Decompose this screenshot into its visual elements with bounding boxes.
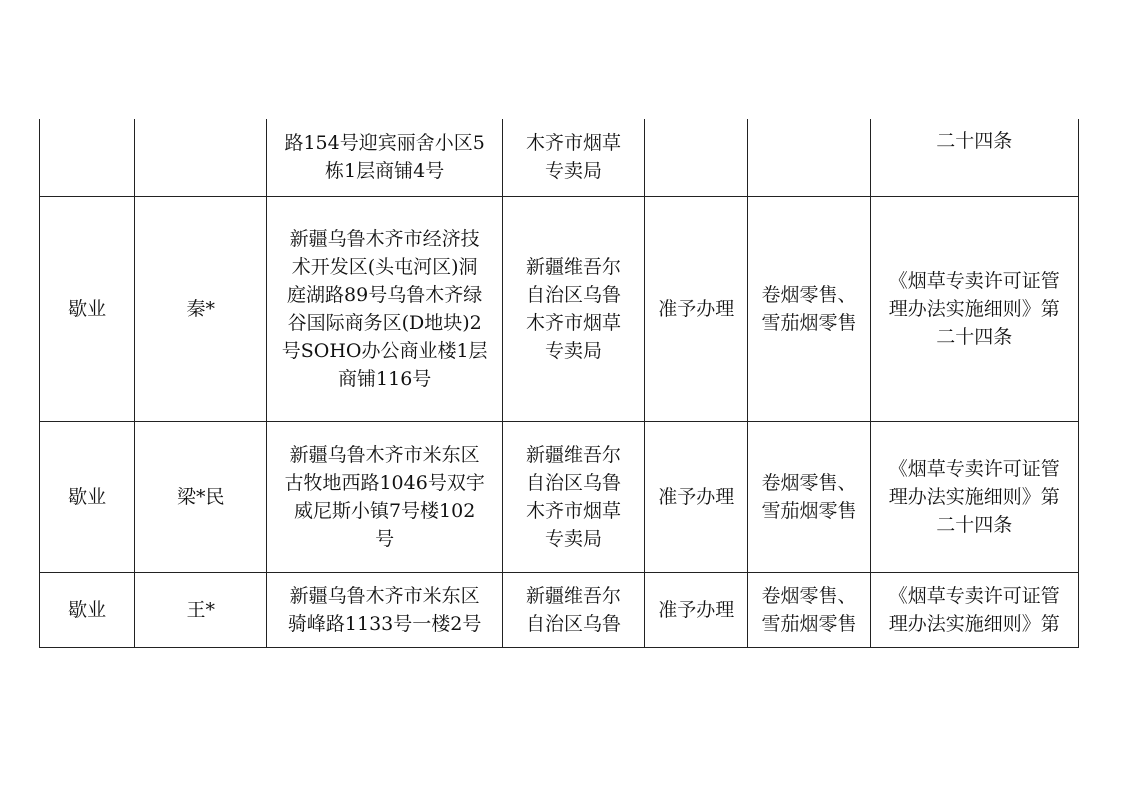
- address-cell: 路154号迎宾丽舍小区5 栋1层商铺4号: [267, 119, 502, 196]
- name-cell: 梁*民: [135, 421, 267, 572]
- result-cell: [645, 119, 748, 196]
- license-table: [39, 119, 1079, 648]
- scope-cell: 卷烟零售、 雪茄烟零售: [748, 572, 870, 647]
- scope-cell: [748, 119, 870, 196]
- table-row: [40, 421, 1079, 572]
- name-cell: 王*: [135, 572, 267, 647]
- status-cell: 歇业: [40, 572, 135, 647]
- address-cell: 新疆乌鲁木齐市米东区 古牧地西路1046号双宇 威尼斯小镇7号楼102 号: [267, 421, 502, 572]
- address-cell: 新疆乌鲁木齐市米东区 骑峰路1133号一楼2号: [267, 572, 502, 647]
- scope-cell: 卷烟零售、 雪茄烟零售: [748, 421, 870, 572]
- status-cell: [40, 119, 135, 196]
- basis-cell: 二十四条: [870, 119, 1078, 196]
- table-row: [40, 572, 1079, 647]
- authority-cell: 木齐市烟草 专卖局: [502, 119, 644, 196]
- status-cell: 歇业: [40, 196, 135, 421]
- basis-cell: 《烟草专卖许可证管 理办法实施细则》第 二十四条: [870, 421, 1078, 572]
- result-cell: 准予办理: [645, 572, 748, 647]
- authority-cell: 新疆维吾尔 自治区乌鲁 木齐市烟草 专卖局: [502, 421, 644, 572]
- result-cell: 准予办理: [645, 196, 748, 421]
- result-cell: 准予办理: [645, 421, 748, 572]
- table-row: [40, 196, 1079, 421]
- name-cell: [135, 119, 267, 196]
- table-row: [40, 119, 1079, 196]
- address-cell: 新疆乌鲁木齐市经济技 术开发区(头屯河区)洞 庭湖路89号乌鲁木齐绿 谷国际商务区(D地块)2 号SOHO办公商业楼1层 商铺116号: [267, 196, 502, 421]
- authority-cell: 新疆维吾尔 自治区乌鲁 木齐市烟草 专卖局: [502, 196, 644, 421]
- scope-cell: 卷烟零售、 雪茄烟零售: [748, 196, 870, 421]
- authority-cell: 新疆维吾尔 自治区乌鲁: [502, 572, 644, 647]
- basis-cell: 《烟草专卖许可证管 理办法实施细则》第 二十四条: [870, 196, 1078, 421]
- name-cell: 秦*: [135, 196, 267, 421]
- status-cell: 歇业: [40, 421, 135, 572]
- basis-cell: 《烟草专卖许可证管 理办法实施细则》第: [870, 572, 1078, 647]
